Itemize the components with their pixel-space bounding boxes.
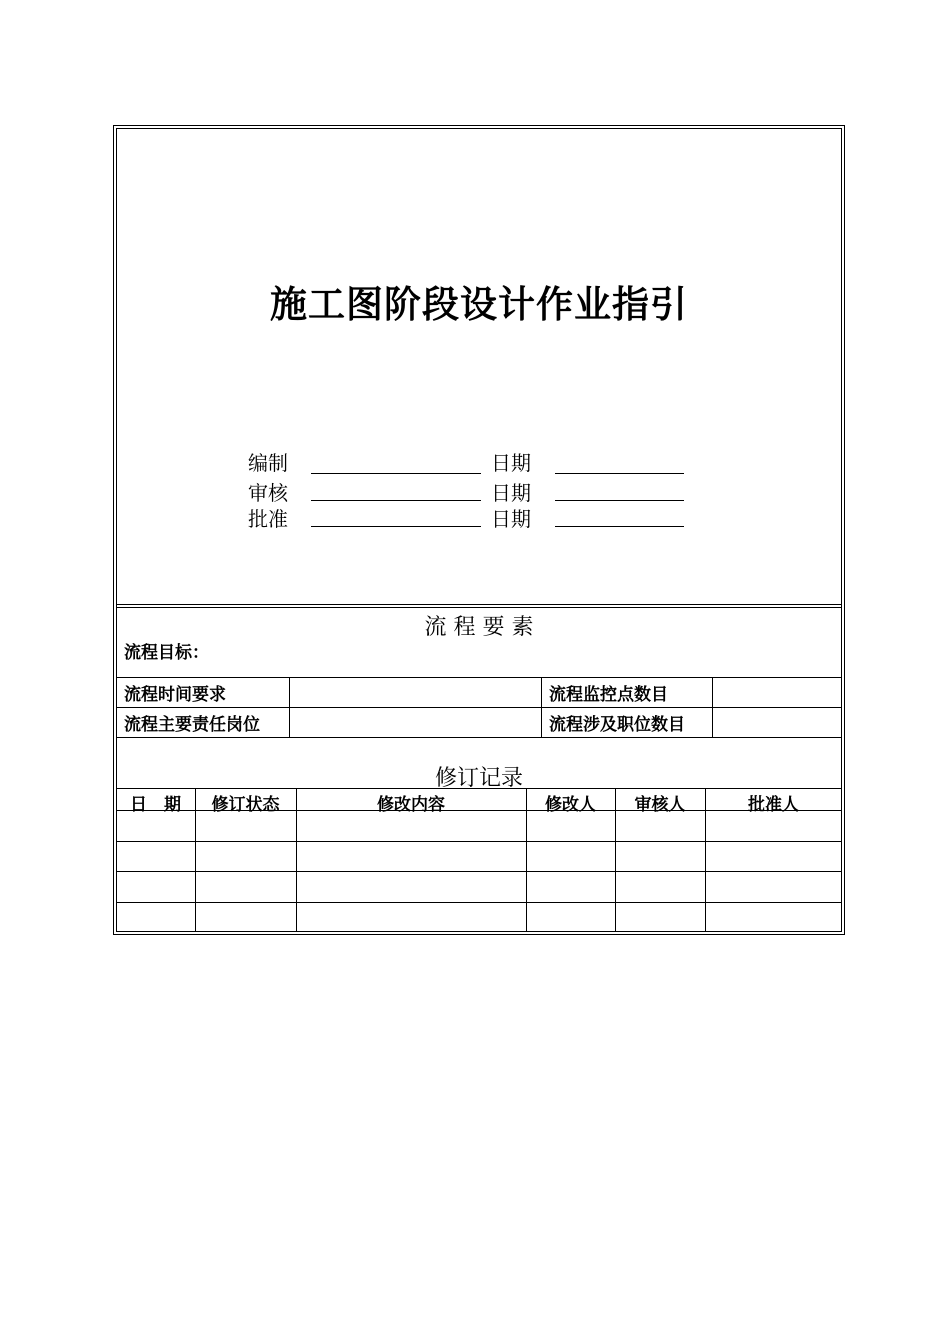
revision-header-modifier: 修改人 <box>545 795 596 815</box>
signature-label-compile: 编制 <box>248 451 288 475</box>
process-col-divider-3 <box>712 677 713 737</box>
revision-header-content: 修改内容 <box>377 795 445 815</box>
signature-line-approve[interactable] <box>311 526 481 527</box>
process-table-bottom <box>116 737 842 738</box>
revision-header-approver: 批准人 <box>748 795 799 815</box>
section-divider-bottom <box>116 607 842 608</box>
date-line-approve[interactable] <box>555 526 684 527</box>
document-title: 施工图阶段设计作业指引 <box>270 282 688 326</box>
date-line-compile[interactable] <box>555 473 684 474</box>
process-section-title: 流 程 要 素 <box>424 615 534 640</box>
signature-label-approve: 批准 <box>248 507 288 531</box>
revision-row-line-2 <box>116 871 842 872</box>
revision-section-title: 修订记录 <box>434 766 523 791</box>
revision-header-reviewer: 审核人 <box>634 795 686 815</box>
process-goal-label: 流程目标： <box>124 643 209 663</box>
date-line-review[interactable] <box>555 500 684 501</box>
signature-line-review[interactable] <box>311 500 481 501</box>
process-table-mid <box>116 707 842 708</box>
revision-header-date: 日 期 <box>130 795 181 815</box>
date-label-review: 日期 <box>491 481 531 505</box>
process-table-top <box>116 677 842 678</box>
date-label-compile: 日期 <box>491 451 531 475</box>
revision-row-line-3 <box>116 902 842 903</box>
process-monitor-points-label: 流程监控点数目 <box>549 685 668 705</box>
date-label-approve: 日期 <box>491 507 531 531</box>
process-positions-count-label: 流程涉及职位数目 <box>549 715 685 735</box>
process-col-divider-1 <box>289 677 290 737</box>
process-main-roles-label: 流程主要责任岗位 <box>124 715 260 735</box>
revision-header-status: 修订状态 <box>211 795 280 815</box>
process-col-divider-2 <box>541 677 542 737</box>
section-divider-top <box>116 604 842 605</box>
signature-line-compile[interactable] <box>311 473 481 474</box>
process-time-req-label: 流程时间要求 <box>124 685 226 705</box>
signature-label-review: 审核 <box>248 481 288 505</box>
revision-table-top <box>116 788 842 789</box>
revision-row-line-1 <box>116 841 842 842</box>
